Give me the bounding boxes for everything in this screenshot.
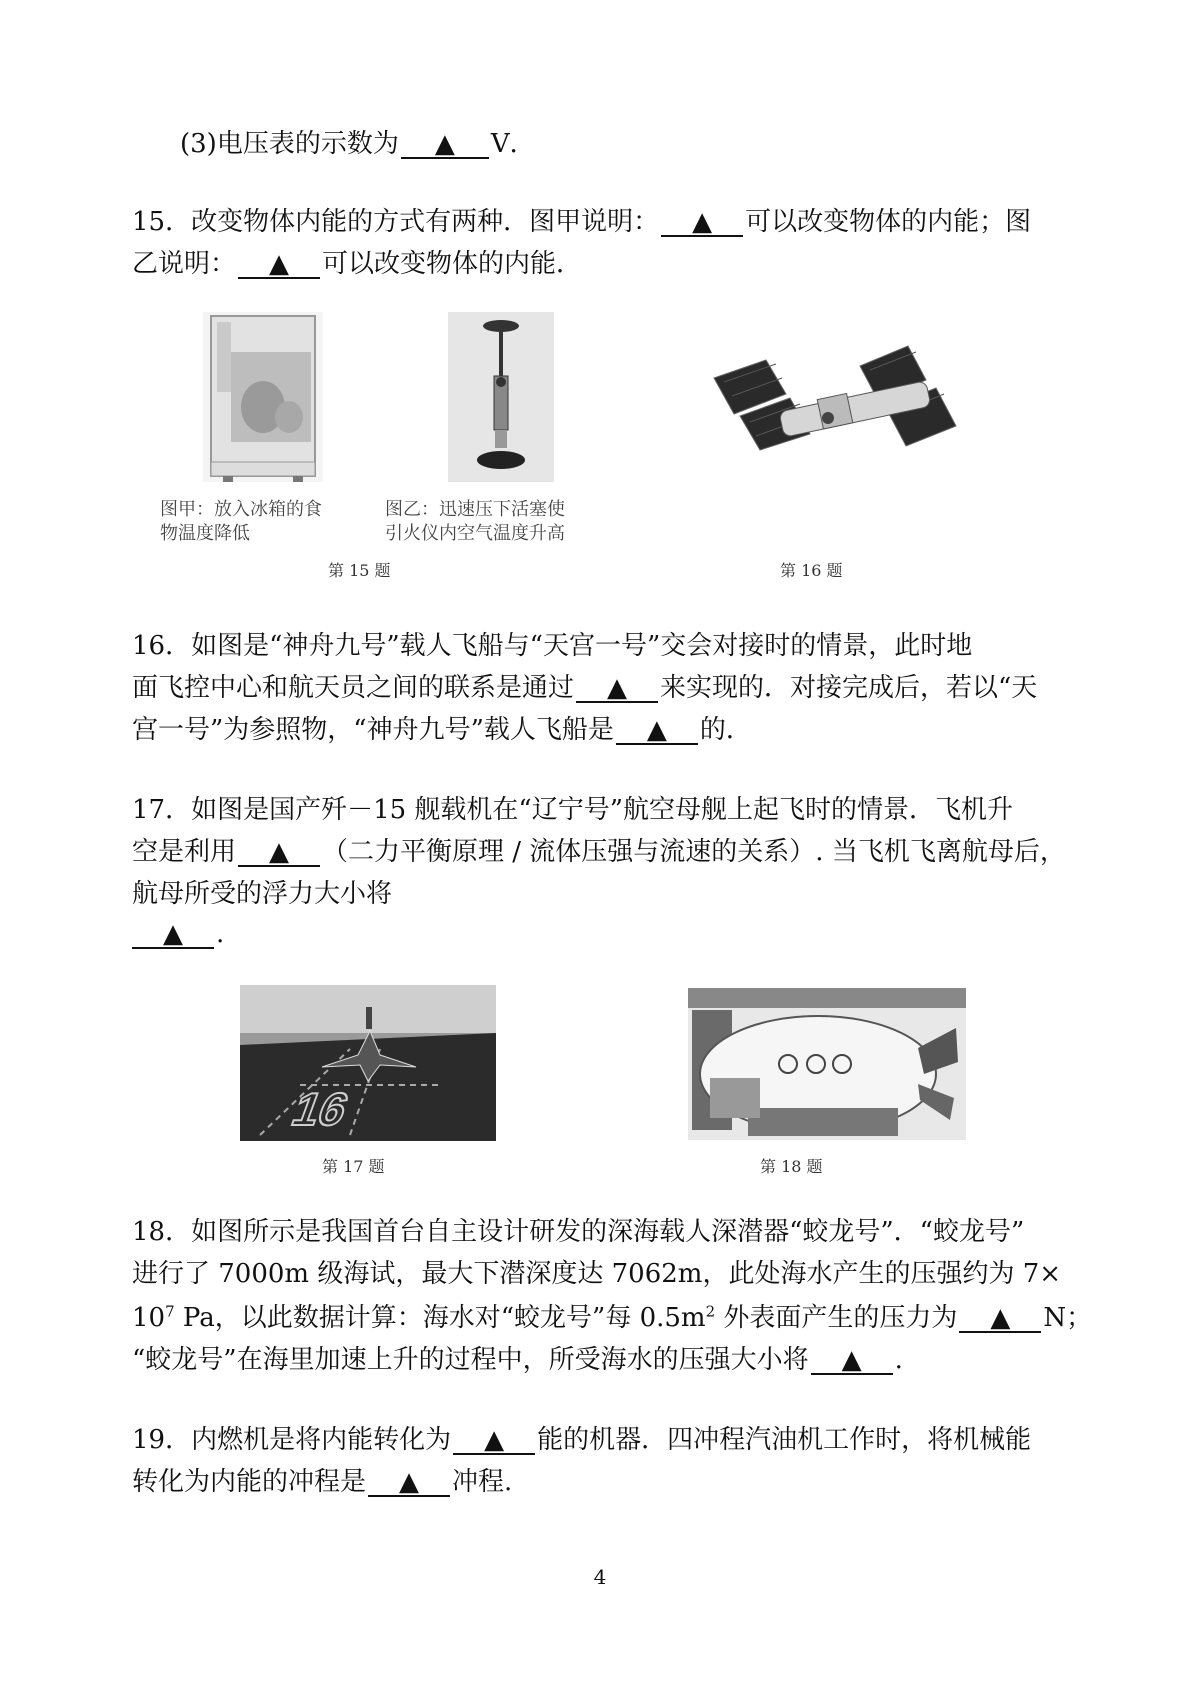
text: 可以改变物体的内能． [322, 249, 583, 279]
q18-line1 [132, 1216, 1024, 1248]
text: 外表面产生的压力为 [715, 1303, 958, 1333]
fig15-jia-note-line1: 图甲：放入冰箱的食 [160, 499, 322, 520]
answer-blank[interactable]: ▲ [453, 1427, 535, 1455]
answer-blank[interactable]: ▲ [959, 1305, 1041, 1333]
text: V． [490, 129, 536, 159]
text: . [894, 1345, 903, 1375]
q17-line4 [132, 918, 224, 950]
answer-blank[interactable]: ▲ [238, 839, 320, 867]
text: 来实现的．对接完成后，若以“天 [660, 673, 1038, 703]
text: 能的机器．四冲程汽油机工作时，将机械能 [537, 1425, 1032, 1455]
answer-blank[interactable]: ▲ [616, 717, 698, 745]
deck-number-label: 16 [285, 1084, 356, 1136]
space-station-figure [710, 338, 968, 488]
text: 15．改变物体内能的方式有两种．图甲说明： [132, 207, 660, 237]
answer-blank[interactable]: ▲ [238, 251, 320, 279]
q18-line3 [132, 1302, 1092, 1334]
q19-line1 [132, 1424, 1031, 1456]
q17-line2 [132, 836, 1066, 868]
q15-line2 [132, 248, 582, 280]
fig16-caption: 第 16 题 [780, 561, 843, 580]
fridge-figure [203, 312, 323, 482]
text: Pa，以此数据计算：海水对“蛟龙号”每 0.5m [174, 1303, 706, 1333]
fig17-caption: 第 17 题 [322, 1157, 385, 1176]
text: 冲程. [452, 1467, 513, 1497]
answer-blank[interactable]: ▲ [132, 921, 214, 949]
text: . [216, 919, 225, 949]
q16-line3 [132, 714, 752, 746]
text: 19．内燃机是将内能转化为 [132, 1425, 452, 1455]
text: 空是利用 [132, 837, 237, 867]
text: 17．如图是国产歼－15 舰载机在“辽宁号”航空母舰上起飞时的情景．飞机升 [132, 795, 1014, 825]
text: N； [1043, 1303, 1093, 1333]
q16-line1 [132, 630, 972, 662]
text: 宫一号”为参照物，“神舟九号”载人飞船是 [132, 715, 614, 745]
fig15-yi-note-line2: 引火仪内空气温度升高 [385, 523, 565, 544]
text: 转化为内能的冲程是 [132, 1467, 367, 1497]
q17-line1 [132, 794, 1013, 826]
text: 乙说明： [132, 249, 237, 279]
answer-blank[interactable]: ▲ [401, 131, 489, 159]
exponent: 2 [705, 1302, 716, 1321]
answer-blank[interactable]: ▲ [811, 1347, 893, 1375]
exponent: 7 [165, 1302, 175, 1321]
text: 进行了 7000m 级海试，最大下潜深度达 7062m，此处海水产生的压强约为 7× [132, 1259, 1062, 1289]
q17-line3 [132, 878, 392, 910]
text: 的． [699, 715, 752, 745]
text: 10 [132, 1303, 166, 1333]
page-number: 4 [593, 1565, 607, 1589]
answer-blank[interactable]: ▲ [368, 1469, 450, 1497]
q18-line2 [132, 1258, 1061, 1290]
answer-blank[interactable]: ▲ [576, 675, 658, 703]
q19-line2 [132, 1466, 512, 1498]
q14-part3-line [180, 128, 536, 160]
fig15-jia-note-line2: 物温度降低 [160, 523, 250, 544]
text: “蛟龙号”在海里加速上升的过程中，所受海水的压强大小将 [132, 1345, 809, 1375]
q15-line1 [132, 206, 1031, 238]
fire-syringe-figure [448, 312, 554, 482]
text: (3)电压表的示数为 [180, 129, 399, 159]
fig18-caption: 第 18 题 [760, 1157, 823, 1176]
q18-line4 [132, 1344, 903, 1376]
carrier-jet-figure [240, 985, 496, 1141]
submersible-figure [688, 988, 966, 1140]
text: 16．如图是“神舟九号”载人飞船与“天宫一号”交会对接时的情景，此时地 [132, 631, 973, 661]
text: 18．如图所示是我国首台自主设计研发的深海载人深潜器“蛟龙号”．“蛟龙号” [132, 1217, 1025, 1247]
text: 面飞控中心和航天员之间的联系是通过 [132, 673, 575, 703]
q16-line2 [132, 672, 1037, 704]
fig15-caption: 第 15 题 [328, 561, 391, 580]
answer-blank[interactable]: ▲ [661, 209, 743, 237]
text: 可以改变物体的内能；图 [745, 207, 1032, 237]
text: （二力平衡原理 / 流体压强与流速的关系）. 当飞机飞离航母后， [322, 837, 1066, 867]
text: 航母所受的浮力大小将 [132, 879, 393, 909]
fig15-yi-note-line1: 图乙：迅速压下活塞使 [385, 499, 565, 520]
